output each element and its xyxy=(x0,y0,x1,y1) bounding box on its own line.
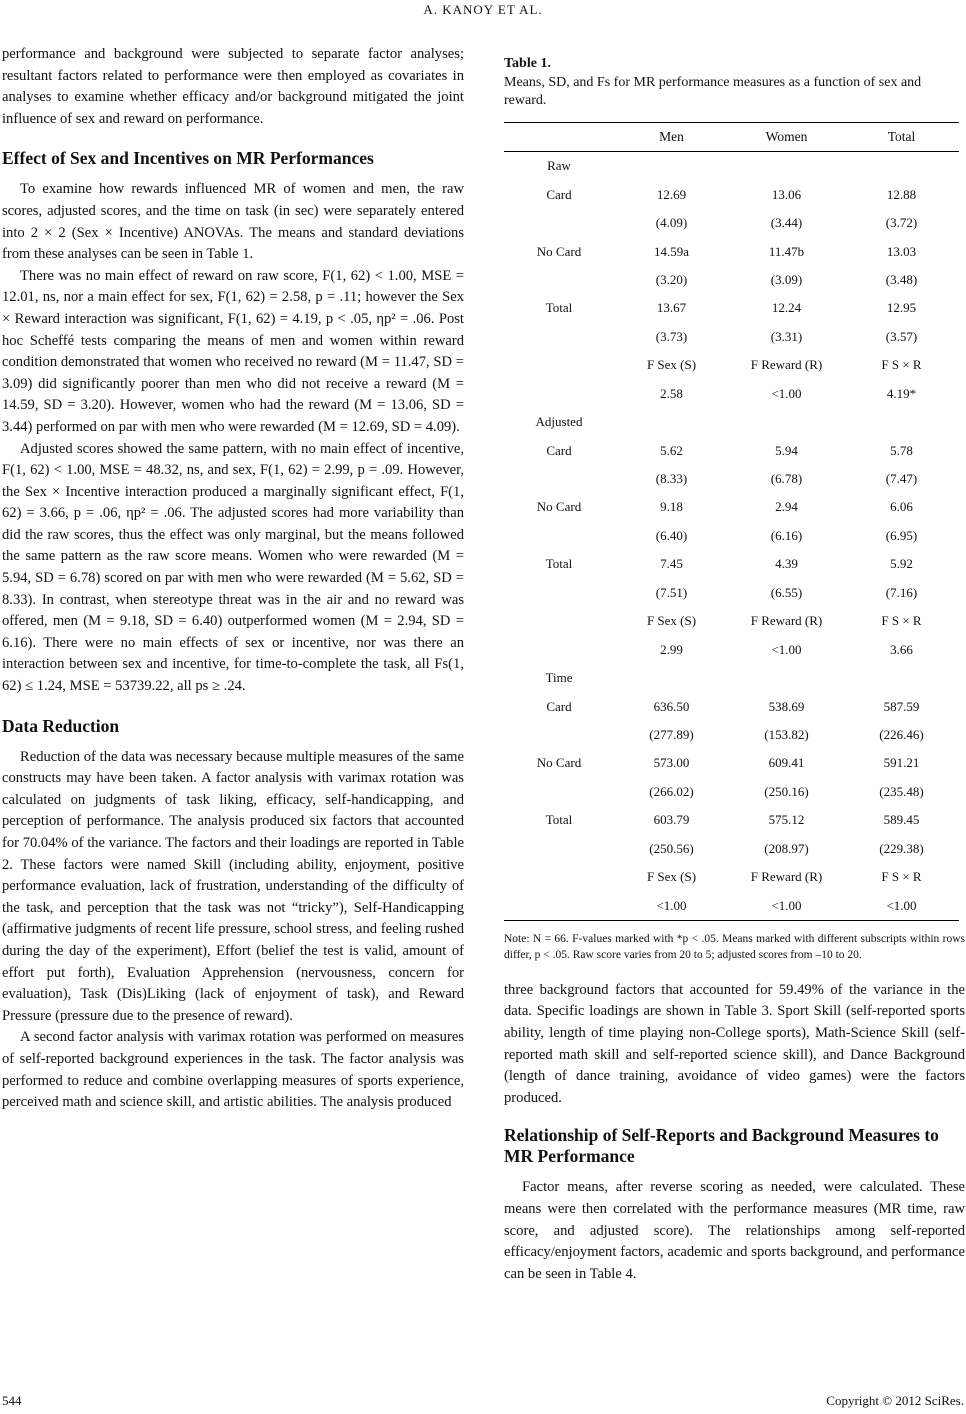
table-cell: <1.00 xyxy=(771,385,802,401)
table-cell: 11.47b xyxy=(768,243,805,259)
table-cell: Total xyxy=(545,812,573,828)
table-cell: 5.78 xyxy=(890,442,913,458)
table-cell: (6.16) xyxy=(770,527,803,543)
table-cell: (3.73) xyxy=(655,328,688,344)
section-heading: Relationship of Self-Reports and Background Measures to MR Performance xyxy=(504,1125,939,1167)
table-cell: F Sex (S) xyxy=(646,613,697,629)
table-row xyxy=(504,692,959,720)
table-cell: (3.09) xyxy=(770,271,803,287)
table-cell: (7.51) xyxy=(655,584,688,600)
header-cell: Women xyxy=(765,129,808,144)
right-column xyxy=(504,44,965,1285)
paragraph: A second factor analysis with varimax rotation was performed on measures of self-reported background experiences in the task. The factor analysis was performed to reduce and combine overlapping measures of sports experience, perceived math and science skill, and artistic abilities. The analysis produced xyxy=(2,1029,464,1111)
table-row xyxy=(504,351,959,379)
table-row xyxy=(504,180,959,208)
table-cell: Card xyxy=(546,698,572,714)
table-cell: (3.20) xyxy=(655,271,688,287)
table-row xyxy=(504,635,959,663)
table-cell: (6.55) xyxy=(770,584,803,600)
table-row xyxy=(504,209,959,237)
table-cell: <1.00 xyxy=(771,897,802,913)
running-header: A. KANOY ET AL. xyxy=(423,2,543,17)
table-cell: 12.69 xyxy=(656,186,687,202)
table-cell: 575.12 xyxy=(768,812,805,828)
table-row xyxy=(504,237,959,265)
table-cell: 5.92 xyxy=(890,556,913,572)
table-cell: Total xyxy=(545,556,573,572)
table-cell: No Card xyxy=(536,499,582,515)
table-cell: (250.16) xyxy=(764,783,809,799)
table-cell: (3.72) xyxy=(885,215,918,231)
table-cell: <1.00 xyxy=(771,641,802,657)
table-row xyxy=(504,522,959,550)
table-row xyxy=(504,408,959,436)
paragraph: performance and background were subjected to separate factor analyses; resultant factors related to performance were then employed as covariates in analyses to examine whether efficacy and/or background mitigated the joint influence of sex and reward on performance. xyxy=(2,46,464,127)
table-cell: 609.41 xyxy=(768,755,805,771)
copyright: Copyright © 2012 SciRes. xyxy=(826,1393,964,1408)
header-cell: Total xyxy=(887,129,916,144)
table-cell: 3.66 xyxy=(890,641,913,657)
table-cell: Card xyxy=(546,186,572,202)
paragraph: Reduction of the data was necessary because multiple measures of the same constructs may have been taken. A factor analysis with varimax rotation was calculated on judgments of task liking, efficacy, self-handicapping, and perception of performance. The analysis produced six factors that accounted for 70.04% of the variance. The factors and their loadings are reported in Table 2. These factors were named Skill (including ability, enjoyment, positive performance evaluation, lack of frustration, understanding of the difficulty of the task, and perception that the task was not “tricky”), Self-Handicapping (affirmative judgments of recent life pressure, school stress, and feeling rushed during the day of the experiment), Effort (belief the test is valid, amount of effort put forth), Evaluation Apprehension (nervousness, concern for evaluation), Task (Dis)Liking (lack of enjoyment of task), and Reward Pressure (pressure due to the presence of reward). xyxy=(2,748,464,1024)
paragraph: Factor means, after reverse scoring as needed, were calculated. These means were then correlated with the performance measures (MR time, raw score, and adjusted score). The relationships among self-reported efficacy/enjoyment factors, academic and sports background, and performance can be seen in Table 4. xyxy=(504,1179,965,1282)
table-cell: <1.00 xyxy=(886,897,917,913)
table-cell: 2.58 xyxy=(660,385,683,401)
table-row xyxy=(504,294,959,322)
table-cell: (7.47) xyxy=(885,471,918,487)
table-cell: (153.82) xyxy=(764,726,809,742)
table-cell: (7.16) xyxy=(885,584,918,600)
table-row xyxy=(504,152,959,180)
paragraph: Adjusted scores showed the same pattern, with no main effect of incentive, F(1, 62) < 1.00, MSE = 48.32, ns, and sex, F(1, 62) = 2.99, p = .09. However, the Sex × Incentive interaction produced a marginally significant effect, F(1, 62) = 3.66, p = .06, ηp² = .06. The adjusted scores had more variability than did the raw scores, thus the effect was only marginal, but the means followed the same pattern as the raw score means. Women who were rewarded (M = 5.94, SD = 6.78) scored on par with men who were rewarded (M = 5.62, SD = 8.33). In contrast, when stereotype threat was in the air and no reward was offered, men (M = 9.18, SD = 6.40) outperformed women (M = 2.94, SD = 6.16). There were no main effects of sex or incentive, nor was there an interaction between sex and incentive, for time-to-complete the task, all Fs(1, 62) ≤ 1.24, MSE = 53739.22, all ps ≥ .24. xyxy=(2,440,464,695)
table-row xyxy=(504,664,959,692)
table-body xyxy=(504,152,959,920)
table-cell: F Sex (S) xyxy=(646,357,697,373)
section-heading: Data Reduction xyxy=(2,715,120,736)
table-cell: (3.44) xyxy=(770,215,803,231)
table-row xyxy=(504,266,959,294)
table-cell: 2.94 xyxy=(775,499,798,515)
table-cell: F Reward (R) xyxy=(750,869,823,885)
table-cell: 13.67 xyxy=(656,300,687,316)
table-cell: (3.31) xyxy=(770,328,803,344)
table-cell: (6.40) xyxy=(655,527,688,543)
table-row xyxy=(504,891,959,919)
table-cell: F S × R xyxy=(881,869,922,885)
table-header-row xyxy=(504,123,959,152)
table-cell: (208.97) xyxy=(764,840,809,856)
table-cell: 7.45 xyxy=(660,556,683,572)
table-cell: No Card xyxy=(536,755,582,771)
table-cell: 14.59a xyxy=(653,243,690,259)
table-cell: F Reward (R) xyxy=(750,613,823,629)
table-cell: (6.95) xyxy=(885,527,918,543)
table-row xyxy=(504,749,959,777)
table-row xyxy=(504,607,959,635)
table-row xyxy=(504,436,959,464)
table-cell: 587.59 xyxy=(883,698,920,714)
paragraph: There was no main effect of reward on raw score, F(1, 62) < 1.00, MSE = 12.01, ns, nor a main effect for sex, F(1, 62) = 2.58, p = .11; however the Sex × Reward interaction was significant, F(1, 62) = 4.19, p < .05, ηp² = .06. Post hoc Scheffé tests comparing the means of men and women within reward condition demonstrated that women who received no reward (M = 11.47, SD = 3.09) did significantly poorer than men who did not receive a reward (M = 14.59, SD = 3.20). However, women who had the reward (M = 13.06, SD = 3.44) performed on par with men who were rewarded (M = 12.69, SD = 4.09). xyxy=(2,267,464,435)
section-heading: Effect of Sex and Incentives on MR Performances xyxy=(2,148,374,169)
table-cell: F Reward (R) xyxy=(750,357,823,373)
table-caption: Means, SD, and Fs for MR performance measures as a function of sex and reward. xyxy=(504,75,922,108)
table-cell: Raw xyxy=(547,158,571,174)
table-cell: 12.24 xyxy=(771,300,802,316)
table-cell: 12.95 xyxy=(886,300,917,316)
page-number: 544 xyxy=(2,1393,22,1408)
table-cell: 5.94 xyxy=(775,442,798,458)
table-cell: 9.18 xyxy=(660,499,683,515)
table-cell: 13.03 xyxy=(886,243,917,259)
table-cell: Time xyxy=(545,670,573,686)
table-cell: F Sex (S) xyxy=(646,869,697,885)
table-cell: 636.50 xyxy=(653,698,690,714)
table-cell: (8.33) xyxy=(655,471,688,487)
paragraph: To examine how rewards influenced MR of women and men, the raw scores, adjusted scores, and the time on task (in sec) were separately entered into 2 × 2 (Sex × Incentive) ANOVAs. The means and standard deviations from these analyses can be seen in Table 1. xyxy=(2,181,464,263)
table-row xyxy=(504,863,959,891)
table-row xyxy=(504,806,959,834)
table-cell: (226.46) xyxy=(879,726,924,742)
table-cell: (6.78) xyxy=(770,471,803,487)
table-cell: (277.89) xyxy=(649,726,694,742)
table-cell: F S × R xyxy=(881,613,922,629)
table-cell: 13.06 xyxy=(771,186,802,202)
table-cell: (3.57) xyxy=(885,328,918,344)
header-cell: Men xyxy=(659,129,684,144)
table-row xyxy=(504,493,959,521)
table-cell: (3.48) xyxy=(885,271,918,287)
results-table xyxy=(504,122,959,921)
table-cell: 5.62 xyxy=(660,442,683,458)
table-cell: Card xyxy=(546,442,572,458)
table-cell: 4.19* xyxy=(886,385,917,401)
table-cell: 538.69 xyxy=(768,698,805,714)
table-cell: <1.00 xyxy=(656,897,687,913)
table-cell: F S × R xyxy=(881,357,922,373)
table-cell: (229.38) xyxy=(879,840,924,856)
table-cell: 6.06 xyxy=(890,499,913,515)
table-cell: Adjusted xyxy=(535,414,583,430)
left-column xyxy=(2,44,464,1114)
table-row xyxy=(504,835,959,863)
table-cell: 2.99 xyxy=(660,641,683,657)
table-row xyxy=(504,380,959,408)
table-row xyxy=(504,721,959,749)
table-row xyxy=(504,550,959,578)
table-cell: Total xyxy=(545,300,573,316)
table-note: Note: N = 66. F-values marked with *p < .05. Means marked with different subscripts within rows differ, p < .05. Raw score varies from 20 to 5; adjusted scores from –10 to 20. xyxy=(504,932,965,962)
table-cell: 591.21 xyxy=(883,755,920,771)
table-title: Table 1. xyxy=(504,56,551,71)
table-row xyxy=(504,323,959,351)
table-cell: (250.56) xyxy=(649,840,694,856)
paragraph: three background factors that accounted for 59.49% of the variance in the data. Specific loadings are shown in Table 3. Sport Skill (self-reported sports ability, length of time playing non-College sports), Math-Science Skill (self-reported math skill and self-reported science skill), and Dance Background (length of dance training, avoidance of video games) were the factors produced. xyxy=(504,981,965,1106)
table-cell: 603.79 xyxy=(653,812,690,828)
table-row xyxy=(504,778,959,806)
table-row xyxy=(504,465,959,493)
table-cell: 589.45 xyxy=(883,812,920,828)
table-cell: (4.09) xyxy=(655,215,688,231)
table-cell: (235.48) xyxy=(879,783,924,799)
table-cell: (266.02) xyxy=(649,783,694,799)
table-cell: 12.88 xyxy=(886,186,917,202)
table-row xyxy=(504,579,959,607)
table-cell: 4.39 xyxy=(775,556,798,572)
table-cell: 573.00 xyxy=(653,755,690,771)
table-cell: No Card xyxy=(536,243,582,259)
